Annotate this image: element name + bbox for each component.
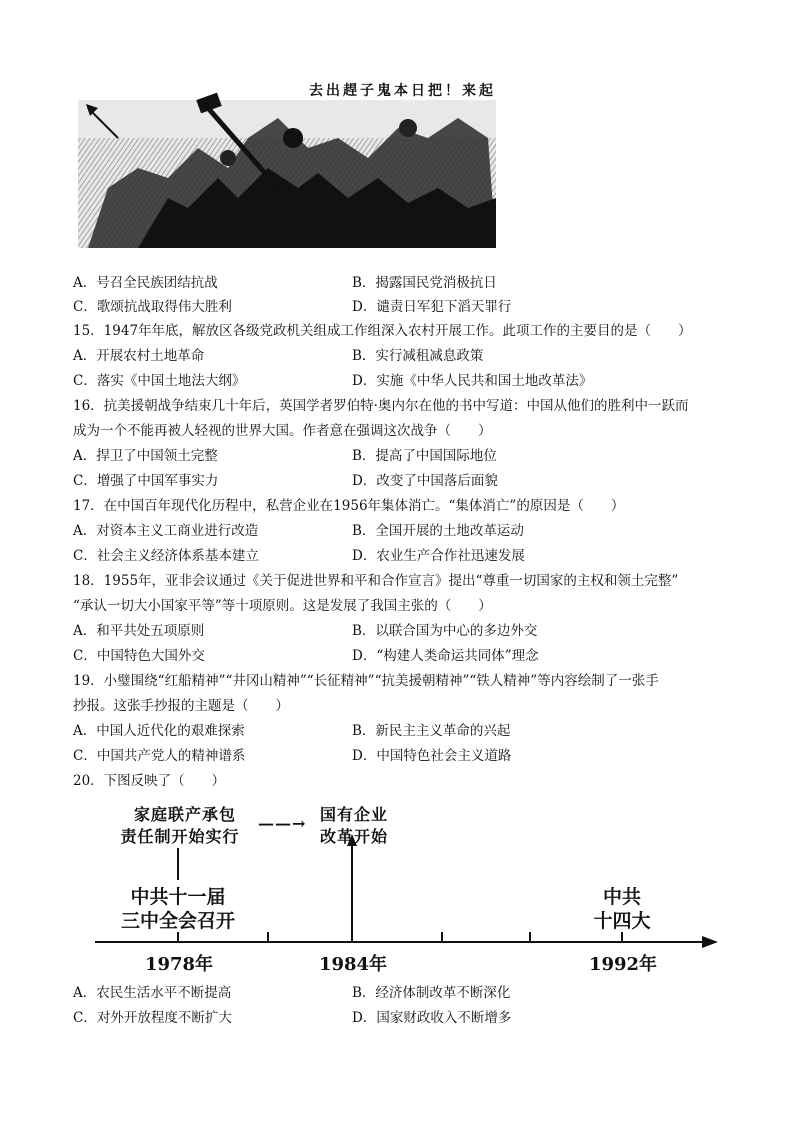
woodcut-illustration bbox=[78, 78, 496, 248]
tl-label-soe-reform-2: 改革开始 bbox=[319, 827, 388, 846]
tl-year-1978: 1978年 bbox=[144, 954, 214, 975]
q20-option-a[interactable]: A．农民生活水平不断提高 bbox=[73, 985, 232, 1001]
tl-label-soe-reform-1: 国有企业 bbox=[319, 805, 388, 824]
q19-stem-line1: 19．小璧围绕“红船精神”“井冈山精神”“长征精神”“抗美援朝精神”“铁人精神”等内容绘制了一张手 bbox=[73, 673, 659, 689]
q18-option-a[interactable]: A．和平共处五项原则 bbox=[73, 623, 205, 639]
q16-option-d[interactable]: D．改变了中国落后面貌 bbox=[352, 473, 498, 489]
tl-label-third-plenum-1: 中共十一届 bbox=[130, 886, 226, 908]
q20-stem: 20．下图反映了（ ） bbox=[73, 773, 226, 789]
tl-label-14th-congress-1: 中共 bbox=[602, 886, 641, 908]
tl-label-14th-congress-2: 十四大 bbox=[593, 910, 651, 932]
tl-year-1984: 1984年 bbox=[318, 954, 388, 975]
q18-stem-line2: “承认一切大小国家平等”等十项原则。这是发展了我国主张的（ ） bbox=[73, 598, 492, 614]
q15-option-d[interactable]: D．实施《中华人民共和国土地改革法》 bbox=[352, 373, 593, 389]
q20-option-c[interactable]: C．对外开放程度不断扩大 bbox=[73, 1010, 232, 1026]
q18-option-c[interactable]: C．中国特色大国外交 bbox=[73, 648, 205, 664]
q18-option-b[interactable]: B．以联合国为中心的多边外交 bbox=[352, 623, 538, 639]
q16-option-c[interactable]: C．增强了中国军事实力 bbox=[73, 473, 219, 489]
q16-stem-line1: 16．抗美援朝战争结束几十年后，英国学者罗伯特·奥内尔在他的书中写道：中国从他们的胜利中一跃而 bbox=[73, 398, 689, 414]
q17-option-c[interactable]: C．社会主义经济体系基本建立 bbox=[73, 548, 259, 564]
q15-option-a[interactable]: A．开展农村土地革命 bbox=[73, 348, 205, 364]
q17-option-d[interactable]: D．农业生产合作社迅速发展 bbox=[352, 548, 525, 564]
q14-option-d[interactable]: D．谴责日军犯下滔天罪行 bbox=[352, 299, 512, 315]
tl-label-household-contract-1: 家庭联产承包 bbox=[133, 805, 236, 824]
q14-option-c[interactable]: C．歌颂抗战取得伟大胜利 bbox=[73, 299, 232, 315]
q16-option-a[interactable]: A．捍卫了中国领土完整 bbox=[73, 448, 218, 464]
q19-option-b[interactable]: B．新民主主义革命的兴起 bbox=[352, 723, 511, 739]
q17-stem: 17．在中国百年现代化历程中，私营企业在1956年集体消亡。“集体消亡”的原因是（ ） bbox=[73, 498, 625, 514]
q19-stem-line2: 抄报。这张手抄报的主题是（ ） bbox=[73, 698, 289, 714]
q17-option-b[interactable]: B．全国开展的土地改革运动 bbox=[352, 523, 524, 539]
tl-arrow-label: ——→ bbox=[258, 814, 307, 833]
tl-label-household-contract-2: 责任制开始实行 bbox=[120, 827, 240, 846]
q19-option-c[interactable]: C．中国共产党人的精神谱系 bbox=[73, 748, 246, 764]
tl-label-third-plenum-2: 三中全会召开 bbox=[120, 910, 235, 932]
q14-option-b[interactable]: B．揭露国民党消极抗日 bbox=[352, 275, 497, 291]
reform-timeline bbox=[90, 800, 720, 980]
q18-option-d[interactable]: D．“构建人类命运共同体”理念 bbox=[352, 648, 539, 664]
q14-option-a[interactable]: A．号召全民族团结抗战 bbox=[73, 275, 218, 291]
tl-year-1992: 1992年 bbox=[588, 954, 658, 975]
q16-stem-line2: 成为一个不能再被人轻视的世界大国。作者意在强调这次战争（ ） bbox=[73, 423, 492, 439]
q15-stem: 15．1947年年底，解放区各级党政机关组成工作组深入农村开展工作。此项工作的主要目的是（ ） bbox=[73, 323, 692, 339]
q17-option-a[interactable]: A．对资本主义工商业进行改造 bbox=[73, 523, 259, 539]
q15-option-c[interactable]: C．落实《中国土地法大纲》 bbox=[73, 373, 246, 389]
q15-option-b[interactable]: B．实行减租减息政策 bbox=[352, 348, 484, 364]
q20-option-b[interactable]: B．经济体制改革不断深化 bbox=[352, 985, 511, 1001]
q18-stem-line1: 18．1955年，亚非会议通过《关于促进世界和平和合作宣言》提出“尊重一切国家的主权和领土完整” bbox=[73, 573, 679, 589]
q20-option-d[interactable]: D．国家财政收入不断增多 bbox=[352, 1010, 512, 1026]
woodcut-caption: 去出趕子鬼本日把！来起 bbox=[309, 83, 496, 99]
q16-option-b[interactable]: B．提高了中国国际地位 bbox=[352, 448, 497, 464]
q19-option-a[interactable]: A．中国人近代化的艰难探索 bbox=[73, 723, 245, 739]
q19-option-d[interactable]: D．中国特色社会主义道路 bbox=[352, 748, 512, 764]
